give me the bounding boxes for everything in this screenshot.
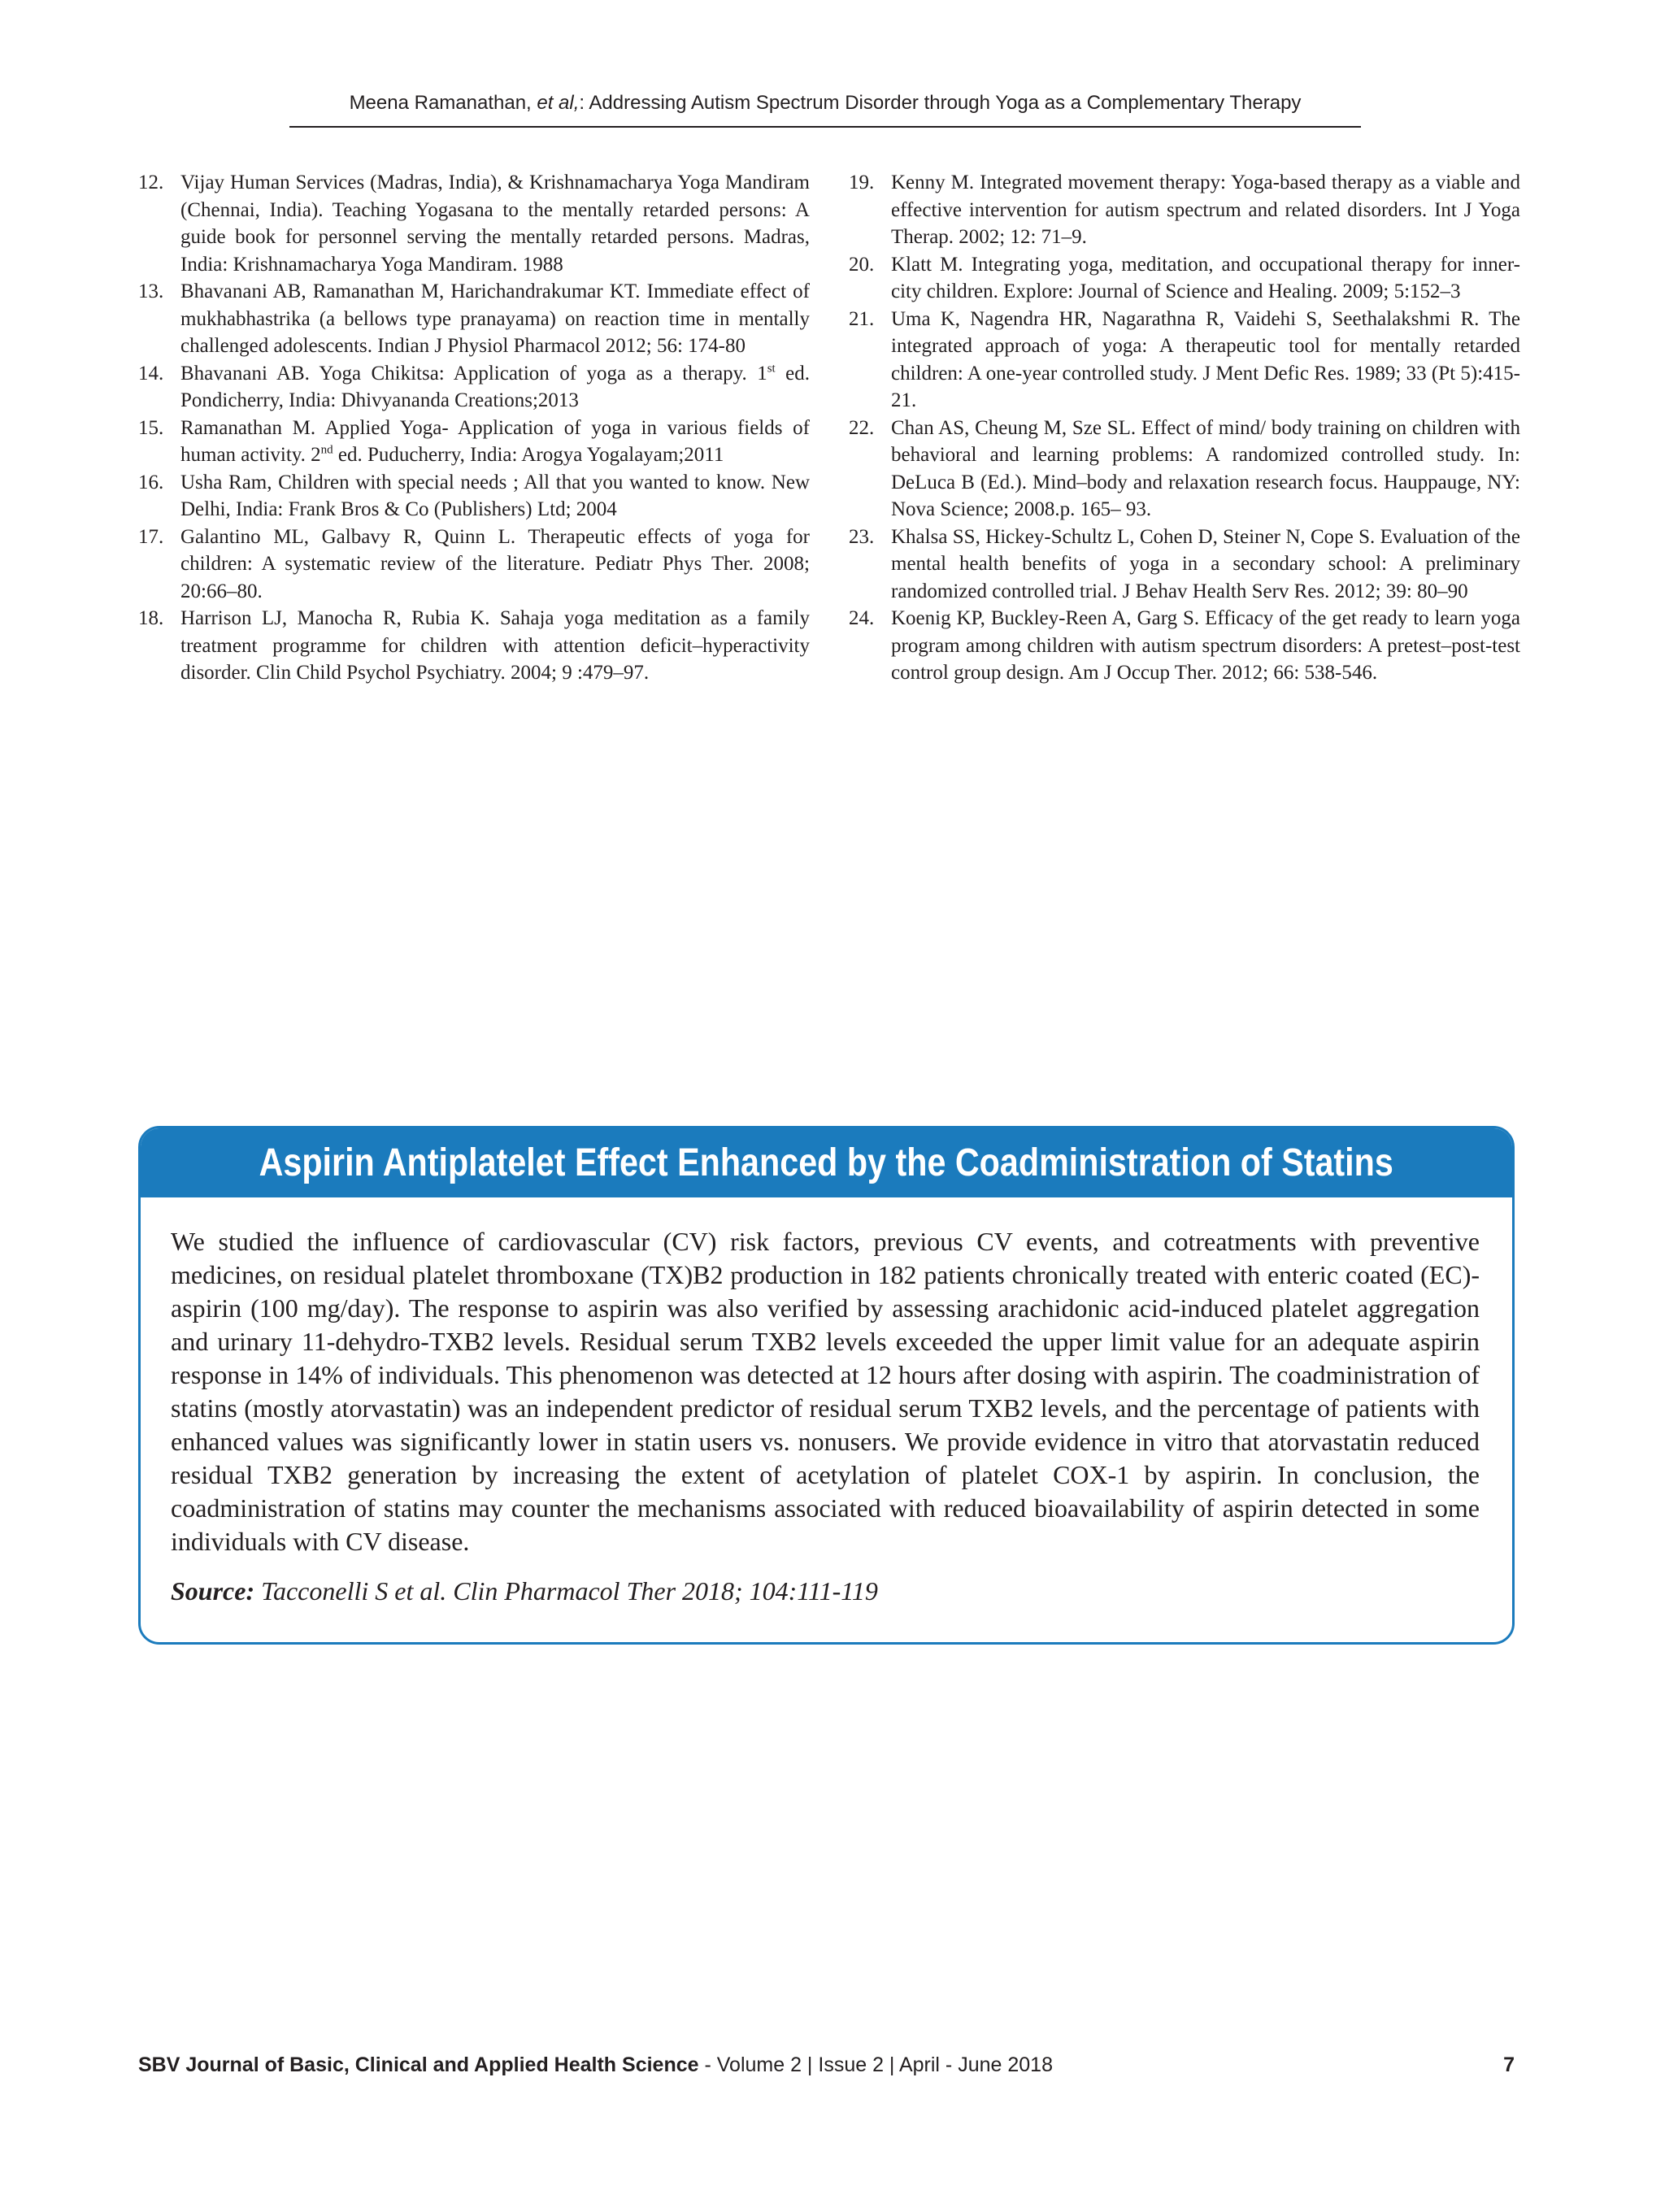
header-title: : Addressing Autism Spectrum Disorder through Yoga as a Complementary Therapy [579,92,1302,114]
reference-item [849,605,1520,687]
abstract-body: We studied the influence of cardiovascular (CV) risk factors, previous CV events, and cotreatments with preventive medicines, on residual platelet thromboxane (TX)B2 production in 182 patients chronically treated with enteric coated (EC)-aspirin (100 mg/day). The response to aspirin was also verified by assessing arachidonic acid-induced platelet aggregation and urinary 11-dehydro-TXB2 levels. Residual serum TXB2 levels exceeded the upper limit value for an adequate aspirin response in 14% of individuals. This phenomenon was detected at 12 hours after dosing with aspirin. The coadministration of statins (mostly atorvastatin) was an independent predictor of residual serum TXB2 levels, and the percentage of patients with enhanced values was significantly lower in statin users vs. nonusers. We provide evidence in vitro that atorvastatin reduced residual TXB2 generation by increasing the extent of acetylation of platelet COX-1 by aspirin. In conclusion, the coadministration of statins may counter the mechanisms associated with reduced bioavailability of aspirin detected in some individuals with CV disease. [171,1227,1480,1556]
abstract-title: Aspirin Antiplatelet Effect Enhanced by the Coadministration of Statins [259,1141,1394,1184]
reference-number: 19. [849,172,875,193]
reference-item [849,169,1520,251]
header-authors: Meena Ramanathan, [349,92,537,114]
reference-text-cont: ed. Pondicherry, India: Dhivyananda Creations;2013 [180,362,810,411]
reference-text: Bhavanani AB, Ramanathan M, Harichandrakumar KT. Immediate effect of mukhabhastrika (a bellows type pranayama) on reaction time in mentally challenged adolescents. Indian J Physiol Pharmacol 2012; 56: 174-80 [180,280,810,357]
reference-number: 16. [138,471,164,493]
reference-text: Vijay Human Services (Madras, India), & Krishnamacharya Yoga Mandiram (Chennai, India). Teaching Yogasana to the mentally retarded persons: A guide book for personnel serving the mentally retarded persons. Madras, India: Krishnamacharya Yoga Mandiram. 1988 [180,172,810,276]
reference-text: Kenny M. Integrated movement therapy: Yoga-based therapy as a viable and effective intervention for autism spectrum and related disorders. Int J Yoga Therap. 2002; 12: 71–9. [891,172,1520,248]
reference-text: Galantino ML, Galbavy R, Quinn L. Therapeutic effects of yoga for children: A systematic review of the literature. Pediatr Phys Ther. 2008; 20:66–80. [180,525,810,602]
reference-number: 14. [138,362,164,385]
running-head [289,92,1361,115]
footer-journal: SBV Journal of Basic, Clinical and Applied Health Science [138,2053,699,2076]
reference-number: 23. [849,525,875,548]
page-footer [138,2053,1515,2077]
reference-text: Klatt M. Integrating yoga, meditation, and occupational therapy for inner-city children. Explore: Journal of Science and Healing. 2009; 5:152–3 [891,253,1520,302]
reference-item [138,605,810,687]
reference-item [138,415,810,469]
reference-item [849,306,1520,415]
reference-text: Ramanathan M. Applied Yoga- Application of yoga in various fields of human activity. 2 [180,416,810,466]
reference-number: 24. [849,607,875,629]
reference-text-cont: ed. Puducherry, India: Arogya Yogalayam;2011 [333,444,724,466]
reference-superscript: nd [320,443,333,457]
abstract-box [138,1126,1515,1645]
reference-item [138,360,810,415]
reference-item [849,524,1520,606]
reference-text: Bhavanani AB. Yoga Chikitsa: Application of yoga as a therapy. 1 [180,362,767,385]
header-rule [289,126,1361,128]
footer-issue: - Volume 2 | Issue 2 | April - June 2018 [698,2053,1053,2076]
reference-number: 21. [849,307,875,330]
reference-item [849,415,1520,524]
reference-item [138,469,810,524]
page-number: 7 [1503,2053,1515,2076]
reference-number: 15. [138,416,164,439]
reference-item [138,278,810,360]
source-citation: Tacconelli S et al. Clin Pharmacol Ther 2018; 104:111-119 [254,1576,878,1606]
header-et-al: et al, [537,92,580,114]
reference-number: 22. [849,416,875,439]
references-right-column [849,169,1520,687]
references-left-column [138,169,810,687]
reference-item [138,524,810,606]
reference-text: Chan AS, Cheung M, Sze SL. Effect of mind/ body training on children with behavioral and learning problems: A randomized controlled study. In: DeLuca B (Ed.). Mind–body and relaxation research focus. Hauppauge, NY: Nova Science; 2008.p. 165– 93. [891,416,1520,520]
reference-number: 17. [138,525,164,548]
reference-text: Harrison LJ, Manocha R, Rubia K. Sahaja yoga meditation as a family treatment programme for children with attention deficit–hyperactivity disorder. Clin Child Psychol Psychiatry. 2004; 9 :479–97. [180,607,810,684]
reference-number: 12. [138,172,164,193]
abstract-title-band [141,1128,1512,1197]
reference-number: 18. [138,607,164,629]
reference-text: Khalsa SS, Hickey-Schultz L, Cohen D, Steiner N, Cope S. Evaluation of the mental health benefits of yoga in a secondary school: A preliminary randomized controlled trial. J Behav Health Serv Res. 2012; 39: 80–90 [891,525,1520,602]
reference-text: Usha Ram, Children with special needs ; All that you wanted to know. New Delhi, India: Frank Bros & Co (Publishers) Ltd; 2004 [180,471,810,520]
reference-item [849,251,1520,306]
abstract-source [171,1575,1480,1608]
reference-text: Koenig KP, Buckley-Reen A, Garg S. Efficacy of the get ready to learn yoga program among children with autism spectrum disorders: A pretest–post-test control group design. Am J Occup Ther. 2012; 66: 538-546. [891,607,1520,684]
reference-item [138,169,810,278]
source-label: Source: [171,1576,255,1606]
reference-superscript: st [767,362,776,376]
reference-number: 20. [849,253,875,276]
reference-text: Uma K, Nagendra HR, Nagarathna R, Vaidehi S, Seethalakshmi R. The integrated approach of yoga: A therapeutic tool for mentally retarded children: A one-year controlled study. J Ment Defic Res. 1989; 33 (Pt 5):415-21. [891,307,1520,411]
reference-number: 13. [138,280,164,302]
